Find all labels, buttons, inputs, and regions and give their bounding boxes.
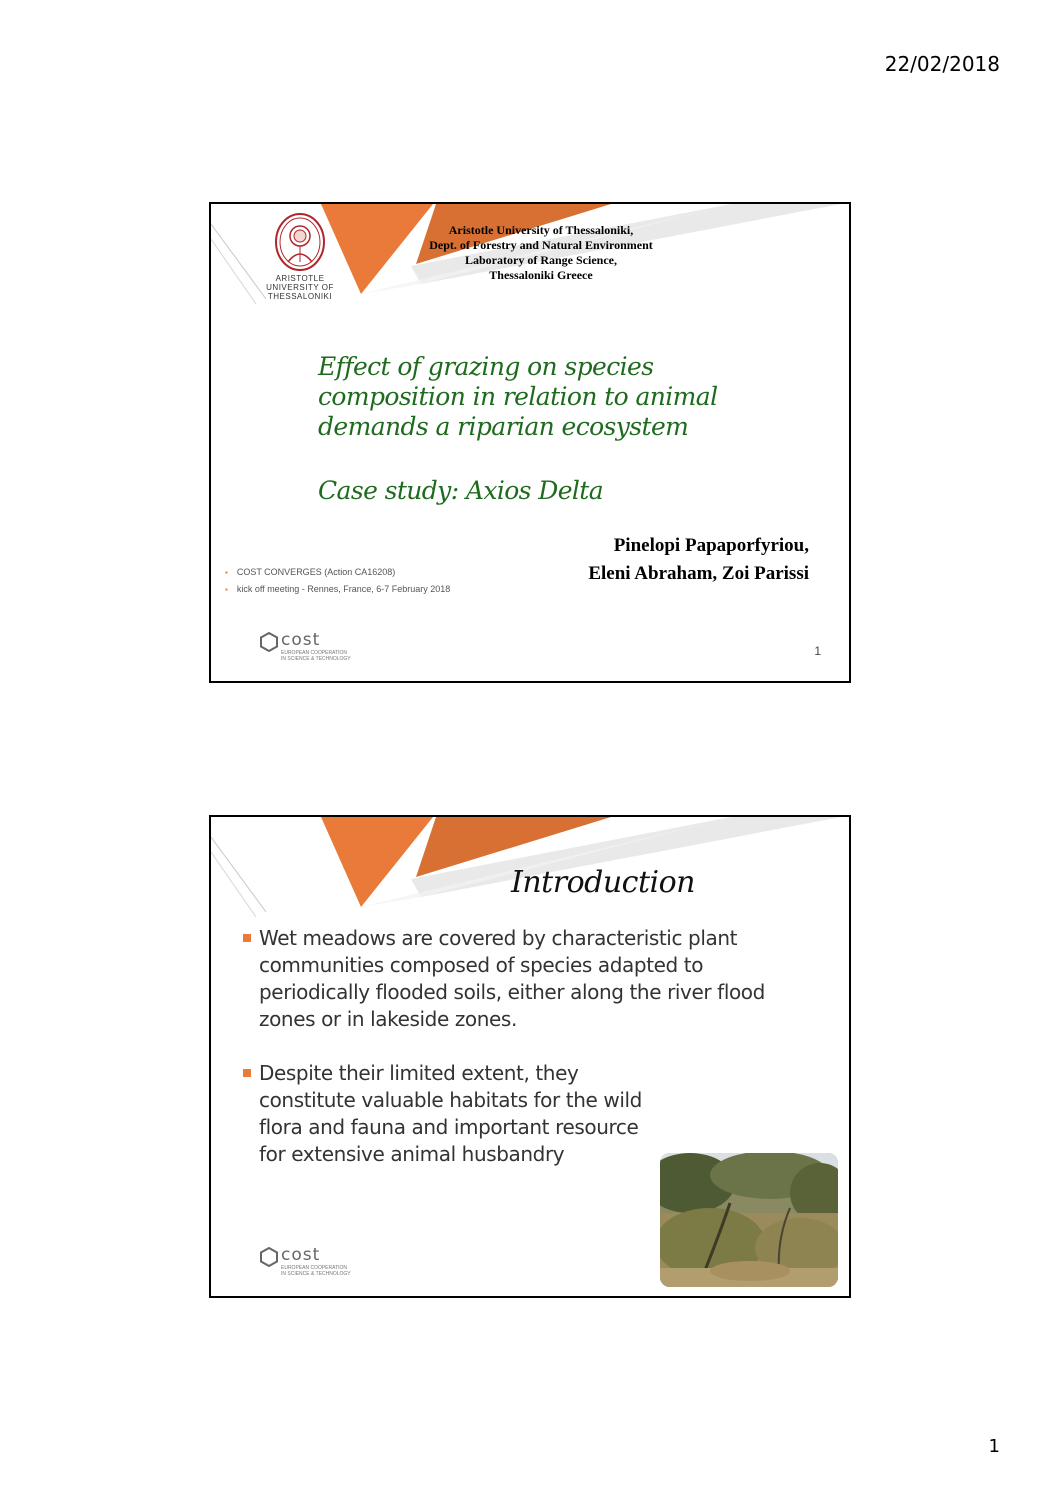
authors bbox=[588, 532, 809, 588]
page-date: 22/02/2018 bbox=[884, 52, 1000, 76]
institution-block bbox=[381, 223, 701, 283]
cost-hexagon-icon bbox=[259, 632, 279, 652]
cost-logo-word: cost bbox=[281, 1245, 321, 1265]
event-info-item: ▪ kick off meeting - Rennes, France, 6-7 February 2018 bbox=[225, 581, 450, 598]
event-info-item: ▪ COST CONVERGES (Action CA16208) bbox=[225, 564, 450, 581]
riparian-vegetation-photo bbox=[660, 1153, 838, 1287]
intro-bullet: Wet meadows are covered by characteristic plant communities composed of species adapted to periodically flooded soils, either along the river flood zones or in lakeside zones. bbox=[243, 925, 783, 1033]
institution-line: Dept. of Forestry and Natural Environment bbox=[429, 238, 653, 252]
cost-logo bbox=[259, 1245, 349, 1279]
author-line: Eleni Abraham, Zoi Parissi bbox=[588, 563, 809, 584]
intro-bullet: Despite their limited extent, they constitute valuable habitats for the wild flora and fauna and important resource for extensive animal husbandry bbox=[243, 1060, 659, 1168]
institution-line: Thessaloniki Greece bbox=[489, 268, 593, 282]
institution-line: Aristotle University of Thessaloniki, bbox=[448, 223, 634, 237]
vegetation-image bbox=[660, 1153, 838, 1287]
event-info-list bbox=[225, 564, 450, 598]
cost-logo bbox=[259, 630, 349, 664]
cost-logo-word: cost bbox=[281, 630, 321, 650]
cost-logo-tagline: EUROPEAN COOPERATION IN SCIENCE & TECHNOLOGY bbox=[281, 1265, 351, 1277]
case-study-subtitle: Case study: Axios Delta bbox=[318, 476, 604, 505]
slide-1 bbox=[209, 202, 851, 683]
slide-number: 1 bbox=[814, 644, 821, 658]
university-logo-text: ARISTOTLE UNIVERSITY OF THESSALONIKI bbox=[266, 274, 334, 301]
page-number: 1 bbox=[988, 1436, 1000, 1457]
cost-hexagon-icon bbox=[259, 1247, 279, 1267]
university-logo bbox=[263, 210, 337, 304]
presentation-title: Effect of grazing on species composition in relation to animal demands a riparian ecosystem bbox=[318, 352, 718, 441]
cost-logo-tagline: EUROPEAN COOPERATION IN SCIENCE & TECHNOLOGY bbox=[281, 650, 351, 662]
university-seal-icon bbox=[274, 212, 326, 272]
slide-2 bbox=[209, 815, 851, 1298]
institution-line: Laboratory of Range Science, bbox=[465, 253, 617, 267]
slide-title: Introduction bbox=[511, 865, 695, 900]
author-line: Pinelopi Papaporfyriou, bbox=[613, 535, 809, 556]
